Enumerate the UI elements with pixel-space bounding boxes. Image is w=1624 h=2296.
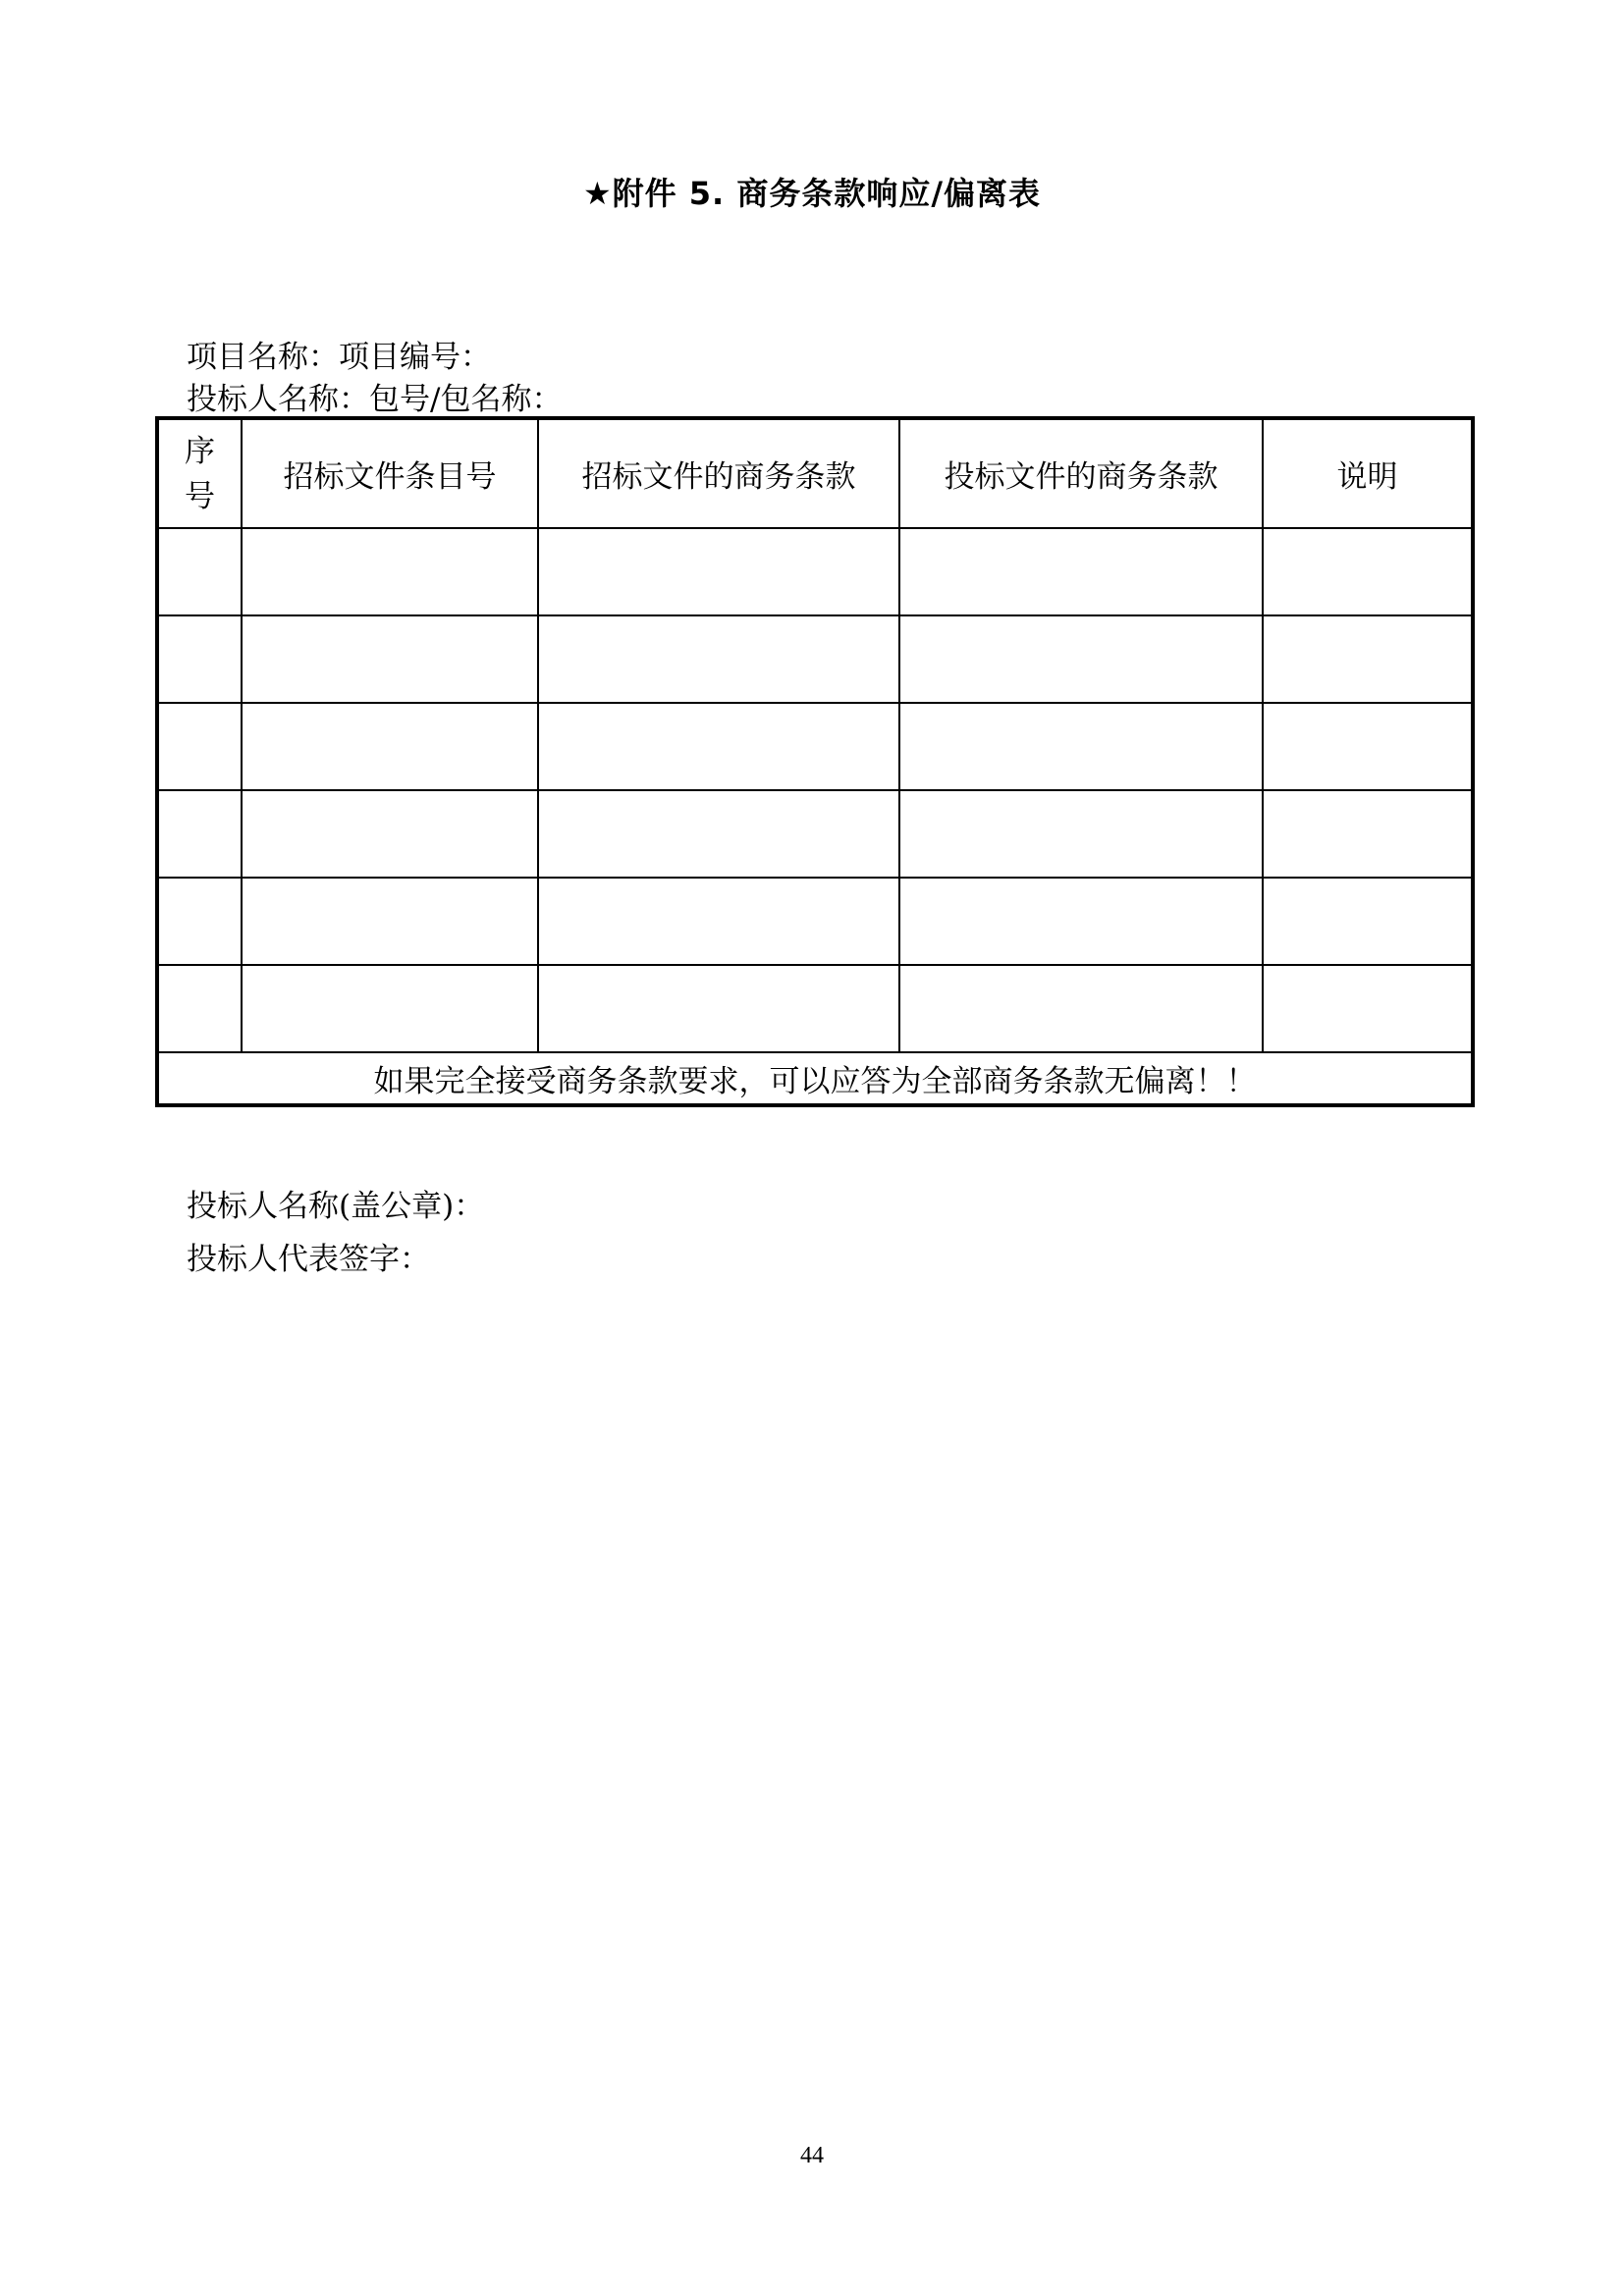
table-cell (242, 878, 538, 965)
table-cell (538, 703, 899, 790)
table-note-row (159, 1052, 1471, 1103)
table-row (159, 878, 1471, 965)
bidder-representative-signature-line: 投标人代表签字： (187, 1242, 430, 1277)
table-cell (159, 790, 242, 878)
project-name-number-line: 项目名称：项目编号： (187, 340, 491, 375)
table-row (159, 615, 1471, 703)
table-cell (538, 528, 899, 615)
table-cell (1263, 790, 1471, 878)
table-cell (1263, 965, 1471, 1052)
table-cell (899, 790, 1263, 878)
table-cell (538, 965, 899, 1052)
table-cell (159, 615, 242, 703)
table-cell (899, 528, 1263, 615)
table-cell (159, 965, 242, 1052)
document-title: ★附件 5. 商务条款响应/偏离表 (582, 175, 1042, 212)
table-row (159, 528, 1471, 615)
table-cell (1263, 615, 1471, 703)
table-cell (242, 615, 538, 703)
table-header-row (159, 420, 1471, 528)
table-cell (242, 965, 538, 1052)
table-cell (538, 790, 899, 878)
table-cell (1263, 878, 1471, 965)
table-cell (242, 703, 538, 790)
table-cell (242, 528, 538, 615)
header-tender-business-terms: 招标文件的商务条款 (538, 420, 899, 528)
table-cell (899, 965, 1263, 1052)
header-bid-business-terms: 投标文件的商务条款 (899, 420, 1263, 528)
table-cell (899, 615, 1263, 703)
table-note: 如果完全接受商务条款要求，可以应答为全部商务条款无偏离！！ (159, 1052, 1471, 1103)
table-cell (159, 703, 242, 790)
table-cell (1263, 528, 1471, 615)
table-cell (899, 703, 1263, 790)
table-cell (159, 878, 242, 965)
table-cell (1263, 703, 1471, 790)
bidder-package-line: 投标人名称：包号/包名称： (187, 382, 563, 417)
page-number: 44 (800, 2143, 824, 2168)
header-remarks: 说明 (1263, 420, 1471, 528)
table-cell (242, 790, 538, 878)
table-cell (538, 878, 899, 965)
bidder-seal-line: 投标人名称(盖公章)： (187, 1189, 485, 1224)
table-cell (899, 878, 1263, 965)
table-row (159, 790, 1471, 878)
table-row (159, 703, 1471, 790)
table-row (159, 965, 1471, 1052)
table-cell (538, 615, 899, 703)
header-seq: 序号 (159, 420, 242, 528)
header-tender-clause-number: 招标文件条目号 (242, 420, 538, 528)
deviation-table (159, 420, 1471, 1103)
deviation-table-frame (155, 416, 1475, 1107)
table-cell (159, 528, 242, 615)
